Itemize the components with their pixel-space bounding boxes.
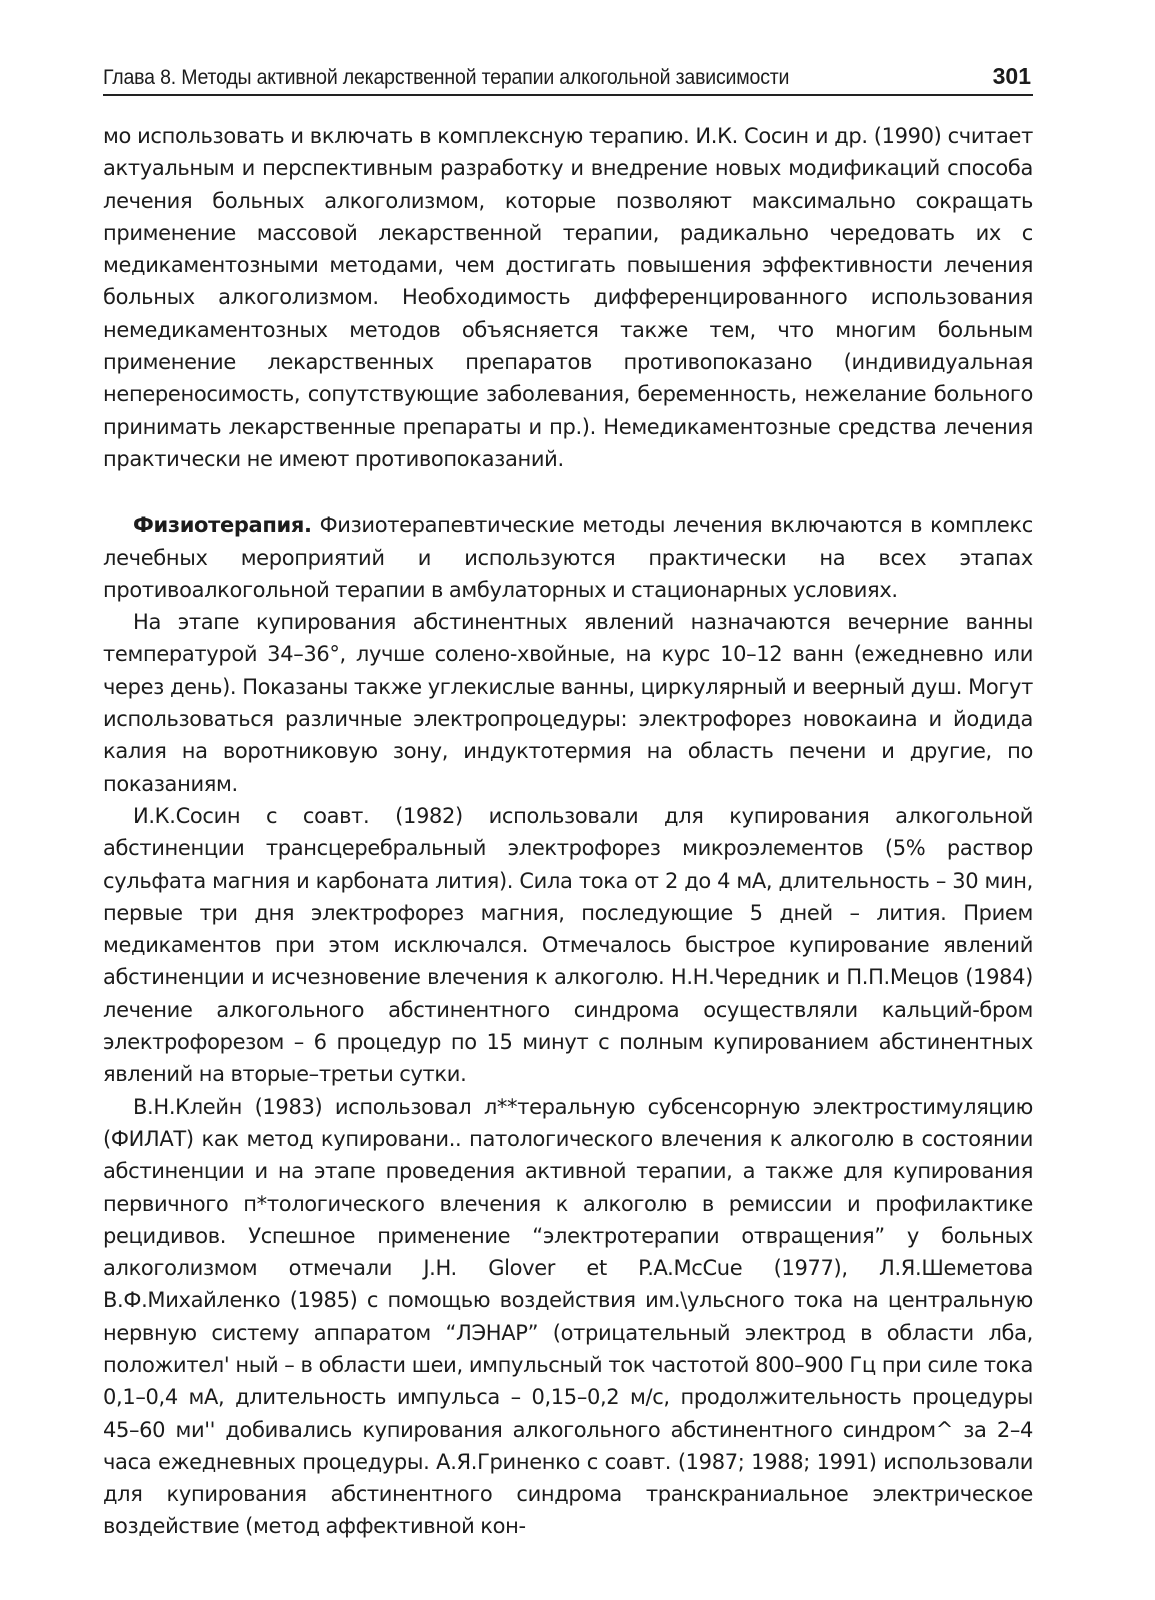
paragraph-text: В.Н.Клейн (1983) использовал л**теральную субсенсорную электростимуляцию (ФИЛАТ) как метод купировани.. патологического влечения к алкоголю в состоянии абстиненции и на этапе проведения активной терапии, а также для купирования первичного п*тологического влечения к алкоголю в ремиссии и профилактике рецидивов. Успешное применение “электротерапии отвращения” у больных алкоголизмом отмечали J.H. Glover et P.A.McCue (1977), Л.Я.Шеметова В.Ф.Михайленко (1985) с помощью воздействия им.\ульсного тока на центральную нервную систему аппаратом “ЛЭНАР” (отрицательный электрод в области лба, положител' ный – в области шеи, импульсный ток частотой 800–900 Гц при силе тока 0,1–0,4 мА, длительность импульса – 0,15–0,2 м/с, продолжительность процедуры 45–60 ми'' добивались купирования алкогольного абстинентного синдром^ за 2–4 часа ежедневных процедуры. А.Я.Гриненко с соавт. (1987; 1988; 1991) использовали для купирования абстинентного синдрома транскраниальное электрическое воздействие (метод аффективной кон- bbox=[103, 1094, 1033, 1539]
running-header bbox=[103, 50, 1033, 96]
paragraph-text: мо использовать и включать в комплексную терапию. И.К. Сосин и др. (1990) считает актуальным и перспективным разработку и внедрение новых модификаций способа лечения больных алкоголизмом, которые позволяют максимально сокращать применение массовой лекарственной терапии, радикально чередовать их с медикаментозными методами, чем достигать повышения эффективности лечения больных алкоголизмом. Необходимость дифференцированного использования немедикаментозных методов объясняется также тем, что многим больным применение лекарственных препаратов противопоказано (индивидуальная непереносимость, сопутствующие заболевания, беременность, нежелание больного принимать лекарственные препараты и пр.). Немедикаментозные средства лечения практически не имеют противопоказаний. bbox=[103, 124, 1033, 471]
chapter-title: Глава 8. Методы активной лекарственной терапии алкогольной зависимости bbox=[103, 66, 790, 89]
paragraph-continuation bbox=[103, 120, 1033, 475]
paragraph-baths bbox=[103, 606, 1033, 800]
paragraph-text: Физиотерапевтические методы лечения включаются в комплекс лечебных мероприятий и используются практически на всех этапах противоалкогольной терапии в амбулаторных и стационарных условиях. bbox=[103, 513, 1033, 602]
section-heading: Физиотерапия. bbox=[133, 513, 312, 538]
body-text bbox=[103, 120, 1033, 1543]
paragraph-text: На этапе купирования абстинентных явлений назначаются вечерние ванны температурой 34–36°, лучше солено-хвойные, на курс 10–12 ванн (ежедневно или через день). Показаны также углекислые ванны, циркулярный и веерный душ. Могут использоваться различные электропроцедуры: электрофорез новокаина и йодида калия на воротниковую зону, индуктотермия на область печени и другие, по показаниям. bbox=[103, 610, 1033, 796]
paragraph-electrostimulation bbox=[103, 1091, 1033, 1543]
book-page bbox=[103, 50, 1033, 1543]
paragraph-text: И.К.Сосин с соавт. (1982) использовали для купирования алкогольной абстиненции трансцеребральный электрофорез микроэлементов (5% раствор сульфата магния и карбоната лития). Сила тока от 2 до 4 мА, длительность – 30 мин, первые три дня электрофорез магния, последующие 5 дней – лития. Прием медикаментов при этом исключался. Отмечалось быстрое купирование явлений абстиненции и исчезновение влечения к алкоголю. Н.Н.Чередник и П.П.Мецов (1984) лечение алкогольного абстинентного синдрома осуществляли кальций-бром электрофорезом – 6 процедур по 15 минут с полным купированием абстинентных явлений на вторые–третьи сутки. bbox=[103, 803, 1033, 1087]
page-number: 301 bbox=[992, 63, 1031, 89]
paragraph-physiotherapy bbox=[103, 509, 1033, 606]
paragraph-electrophoresis bbox=[103, 800, 1033, 1091]
